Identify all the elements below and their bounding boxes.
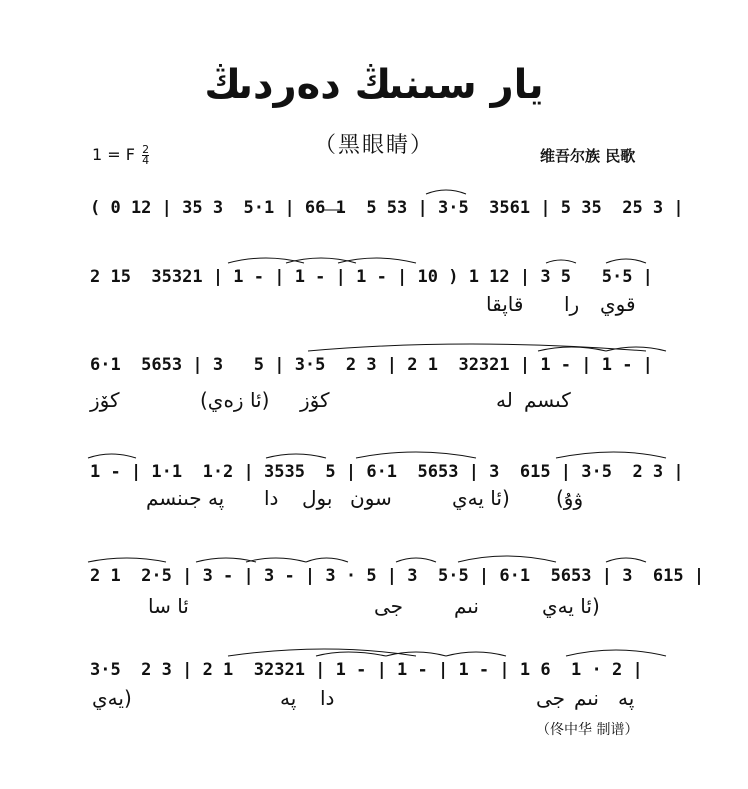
- lyric-line-6-word-6: پە: [618, 686, 635, 710]
- meter-top: 2: [142, 143, 150, 156]
- lyric-line-5-word-4: (ئا يەي: [542, 594, 600, 618]
- lyric-line-6-word-5: نىم: [574, 686, 599, 710]
- notes-line-5: 2 1 2·5 | 3 - | 3 - | 3 · 5 | 3 5·5 | 6·1 5653 | 3 615 |: [90, 566, 705, 586]
- lyric-line-2-word-3: قوي: [600, 292, 636, 316]
- notes-line-3: 6·1 5653 | 3 5 | 3·5 2 3 | 2 1 32321 | 1 - | 1 - |: [90, 355, 653, 375]
- lyric-line-6-word-3: دا: [320, 686, 335, 710]
- lyric-line-4-word-1: پە جىنسم: [146, 486, 225, 510]
- song-title: يار سىنىڭ دەردىڭ: [204, 62, 544, 108]
- notes-line-6: 3·5 2 3 | 2 1 32321 | 1 - | 1 - | 1 - | 1 6 1 · 2 |: [90, 660, 643, 680]
- lyric-line-5-word-3: نىم: [454, 594, 479, 618]
- notation-line-6: [86, 650, 676, 690]
- notation-line-1: [86, 188, 684, 228]
- notes-line-1: ( 0 12 | 35 3 5·1 | 66 1 5 53 | 3·5 3561 | 5 35 25 3 |: [90, 198, 684, 218]
- notation-line-3: [86, 345, 676, 385]
- lyric-line-3-word-5: كىسم: [524, 388, 571, 412]
- lyric-line-3-word-1: كۆز: [90, 388, 120, 412]
- lyric-line-3-word-3: كۆز: [300, 388, 330, 412]
- time-signature: [142, 145, 149, 166]
- lyric-line-4-word-5: (ئا يەي: [452, 486, 510, 510]
- lyric-line-5-word-2: جى: [374, 594, 404, 618]
- credit: 维吾尔族 民歌: [540, 147, 636, 165]
- meter-bottom: 4: [142, 154, 150, 167]
- lyric-line-6-word-1: (يەي: [92, 686, 132, 710]
- notes-line-2: 2 15 35321 | 1 - | 1 - | 1 - | 10 ) 1 12 | 3 5 5·5 |: [90, 267, 653, 287]
- notation-line-5: [86, 556, 705, 596]
- lyric-line-6-word-2: پە: [280, 686, 297, 710]
- lyric-line-4-word-3: بول: [302, 486, 333, 510]
- lyric-line-5-word-1: ئا سا: [148, 594, 189, 618]
- lyric-line-2-word-1: قاپقا: [486, 292, 524, 316]
- lyric-line-4-word-2: دا: [264, 486, 279, 510]
- lyric-line-4-word-6: ۋۇ): [556, 486, 584, 510]
- transcriber-credit: （佟中华 制谱）: [536, 722, 639, 738]
- lyric-line-3-word-4: لە: [496, 388, 513, 412]
- lyric-line-2-word-2: را: [564, 292, 580, 316]
- lyric-line-4-word-4: سون: [350, 486, 392, 510]
- key-text: 1 = F: [92, 145, 135, 164]
- lyric-line-3-word-2: (ئا زەي): [200, 388, 270, 412]
- notes-line-4: 1 - | 1·1 1·2 | 3535 5 | 6·1 5653 | 3 615 | 3·5 2 3 |: [90, 462, 684, 482]
- notation-line-2: [86, 257, 676, 297]
- key-signature: [92, 145, 149, 166]
- lyric-line-6-word-4: جى: [536, 686, 566, 710]
- song-subtitle: （黑眼睛）: [313, 133, 434, 158]
